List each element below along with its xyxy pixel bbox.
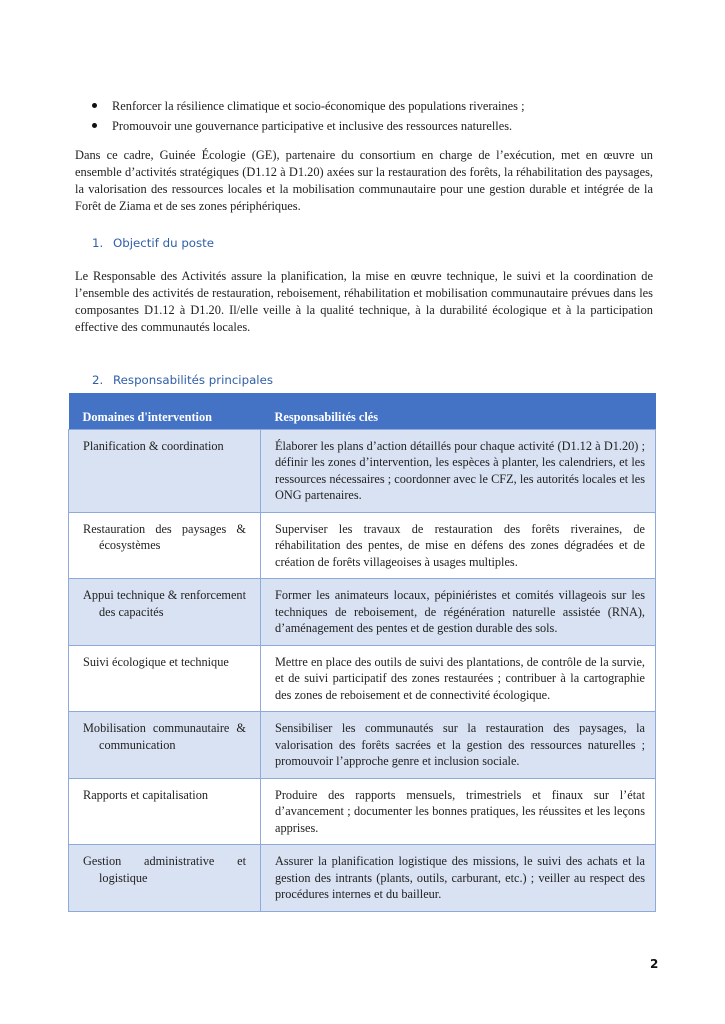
table-row <box>69 645 656 712</box>
section-number: 2. <box>92 373 104 387</box>
domain-text: Suivi écologique et technique <box>83 654 229 669</box>
domain-cell <box>69 645 261 712</box>
domain-cell <box>69 778 261 845</box>
table-row <box>69 429 656 512</box>
domain-text: Gestion administrative et logistique <box>83 854 246 885</box>
domain-cell <box>69 712 261 779</box>
table-row <box>69 712 656 779</box>
page-number: 2 <box>650 957 659 971</box>
responsibility-cell: Former les animateurs locaux, pépiniéristes et comités villageois sur les techniques de reboisement, de régénération naturelle assistée (RNA), d’aménagement des pentes et de gestion durable des sols. <box>261 579 656 646</box>
domain-cell <box>69 845 261 912</box>
column-header-responsabilites: Responsabilités clés <box>261 393 656 429</box>
responsibility-cell: Assurer la planification logistique des missions, le suivi des achats et la gestion des intrants (plants, outils, carburant, etc.) ; veiller au respect des procédures internes et du bailleur. <box>261 845 656 912</box>
table-row <box>69 778 656 845</box>
section-heading-objectif <box>92 236 214 250</box>
objectif-paragraph: Le Responsable des Activités assure la planification, la mise en œuvre technique, le suivi et la coordination de l’ensemble des activités de restauration, reboisement, réhabilitation et mobilisation communautaire prévues dans les composantes D1.12 à D1.20. Il/elle veille à la qualité technique, à la durabilité écologique et à la participation effective des communautés locales. <box>75 269 653 334</box>
section-title: Responsabilités principales <box>113 373 273 387</box>
bullet-text: Renforcer la résilience climatique et socio-économique des populations riveraines ; <box>112 99 525 113</box>
column-header-domaines: Domaines d'intervention <box>69 393 261 429</box>
section-heading-responsabilites <box>92 373 273 387</box>
bullet-icon <box>92 103 97 108</box>
responsibility-cell: Produire des rapports mensuels, trimestriels et finaux sur l’état d’avancement ; documenter les bonnes pratiques, les réussites et les leçons apprises. <box>261 778 656 845</box>
domain-text: Rapports et capitalisation <box>83 787 208 802</box>
intro-paragraph: Dans ce cadre, Guinée Écologie (GE), partenaire du consortium en charge de l’exécution, met en œuvre un ensemble d’activités stratégiques (D1.12 à D1.20) axées sur la restauration des forêts, la réhabilitation des paysages, la valorisation des ressources locales et la mobilisation communautaire pour une gestion durable et intégrée de la Forêt de Ziama et de ses zones périphériques. <box>75 148 653 213</box>
responsibility-cell: Superviser les travaux de restauration des forêts riveraines, de réhabilitation des pentes, de mise en défens des zones dégradées et de création de forêts villageoises à usages multiples. <box>261 512 656 579</box>
section-number: 1. <box>92 236 104 250</box>
table-row <box>69 512 656 579</box>
domain-text: Appui technique & renforcement des capacités <box>83 588 246 619</box>
domain-cell <box>69 429 261 512</box>
objectives-bullet-list <box>92 96 672 136</box>
responsibility-cell: Sensibiliser les communautés sur la restauration des paysages, la valorisation des forêts sacrées et la gestion des ressources naturelles ; promouvoir l’approche genre et inclusion sociale. <box>261 712 656 779</box>
domain-text: Planification & coordination <box>83 438 224 453</box>
table-row <box>69 845 656 912</box>
table-header-row <box>69 393 656 429</box>
table-row <box>69 579 656 646</box>
domain-cell <box>69 579 261 646</box>
domain-cell <box>69 512 261 579</box>
section-title: Objectif du poste <box>113 236 215 250</box>
domain-text: Mobilisation communautaire & communication <box>83 721 246 752</box>
bullet-item <box>92 116 672 136</box>
domain-text: Restauration des paysages & écosystèmes <box>83 521 246 552</box>
responsibility-cell: Mettre en place des outils de suivi des plantations, de contrôle de la survie, et de suivi participatif des zones restaurées ; contribuer à la cartographie des zones de reboisement et de connectivité écologique. <box>261 645 656 712</box>
responsibilities-table <box>68 393 656 912</box>
bullet-icon <box>92 123 97 128</box>
bullet-text: Promouvoir une gouvernance participative et inclusive des ressources naturelles. <box>112 119 513 133</box>
bullet-item <box>92 96 672 116</box>
responsibility-cell: Élaborer les plans d’action détaillés pour chaque activité (D1.12 à D1.20) ; définir les zones d’intervention, les espèces à planter, les calendriers, et les ressources nécessaires ; coordonner avec le CFZ, les autorités locales et les ONG partenaires. <box>261 429 656 512</box>
